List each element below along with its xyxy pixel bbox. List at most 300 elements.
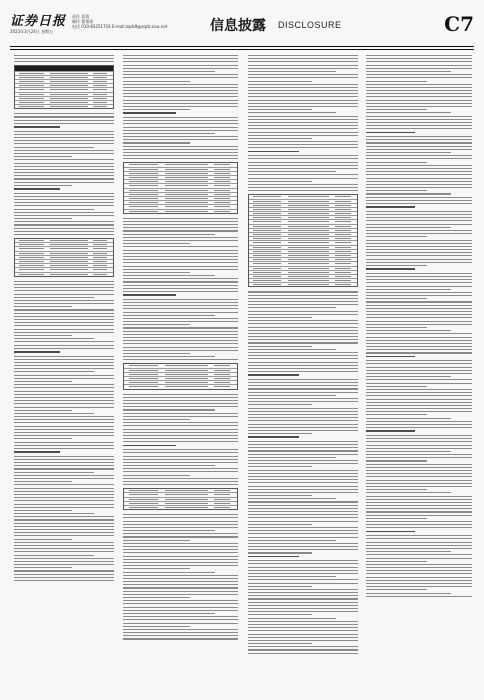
text-line [248,379,358,380]
text-line [366,373,472,374]
text-line [14,228,114,229]
text-line [366,346,472,347]
text-line [123,422,238,423]
text-line [248,630,358,631]
text-line [248,602,358,603]
text-line [123,600,238,601]
text-line [248,58,358,59]
text-line [14,332,114,333]
text-line [14,526,114,527]
text-line [366,181,472,182]
text-line [366,128,472,129]
text-line [248,543,358,544]
text-line [248,595,358,596]
text-line [248,398,358,399]
text-line [366,197,472,198]
text-line [14,371,94,372]
text-line [14,368,114,369]
text-line [248,339,358,340]
text-line [123,425,238,426]
text-line [366,252,472,253]
text-line [14,309,114,310]
text-line [248,598,358,599]
text-line [248,336,358,337]
text-line [366,441,472,442]
text-line [14,432,114,433]
data-table [248,194,358,287]
text-line [366,460,427,461]
text-line [366,363,472,364]
text-line [248,162,358,163]
text-line [14,306,72,307]
text-line [14,497,114,498]
text-line [123,449,238,450]
text-line [123,240,238,241]
text-line [248,586,312,587]
text-line [366,243,472,244]
text-line [14,231,114,232]
text-line [248,168,358,169]
text-line [366,276,472,277]
text-line [248,71,336,72]
text-line [123,103,238,104]
text-line [366,311,472,312]
text-line [248,573,358,574]
text-line [123,158,238,159]
text-line [123,347,238,348]
text-line [248,441,358,442]
text-line [123,578,238,579]
data-table [123,162,238,213]
text-line [14,419,114,420]
text-line [123,152,238,153]
text-line [366,171,472,172]
text-line [14,435,114,436]
text-line [14,153,114,154]
text-line [248,637,358,638]
text-line [366,142,472,143]
text-line [123,438,238,439]
text-line [248,444,358,445]
text-line [366,593,451,594]
text-line [123,230,238,231]
text-line [366,317,472,318]
text-line [123,74,238,75]
text-line [248,447,358,448]
text-line [123,632,238,633]
text-line [248,181,312,182]
text-line [123,406,238,407]
text-line [248,511,358,512]
text-line [123,331,238,332]
text-line [123,81,190,82]
text-line [123,109,190,110]
text-line [366,480,472,481]
text-line [366,93,472,94]
text-line [123,629,238,630]
text-line [366,476,472,477]
text-line [123,484,238,485]
text-line [123,603,238,604]
text-line [14,212,114,213]
text-line [366,399,472,400]
text-line [14,472,94,473]
text-line [366,515,472,516]
text-line [366,330,451,331]
text-line [366,190,427,191]
text-line [248,508,358,509]
text-line [366,106,472,107]
text-line [123,462,238,463]
text-line [366,518,427,519]
text-line [123,340,238,341]
text-line [366,564,472,565]
text-line [123,312,238,313]
text-line [14,143,114,144]
text-line [366,524,472,525]
text-line [123,318,238,319]
text-line [123,269,238,270]
text-line [366,577,472,578]
text-line [14,580,114,581]
text-line [366,392,472,393]
data-table [123,363,238,389]
text-line [248,298,358,299]
editor-role: 制作 曹秉琛 [72,19,94,24]
text-line [366,492,451,493]
text-line [248,125,358,126]
text-line [248,122,358,123]
text-line [123,77,238,78]
text-line [123,275,215,276]
text-line [123,587,238,588]
text-line [248,466,312,467]
text-line [14,462,114,463]
text-line [123,272,190,273]
text-line [123,136,238,137]
text-line [123,146,238,147]
text-line [14,378,114,379]
text-line [14,338,94,339]
text-line [123,142,190,143]
text-line [248,570,358,571]
text-line [123,432,238,433]
text-line [14,481,72,482]
subheading-line [366,531,415,533]
text-line [366,324,472,325]
text-line [123,527,238,528]
text-line [248,93,358,94]
text-line [248,128,358,129]
text-line [123,403,238,404]
text-line [123,356,215,357]
text-line [14,116,114,117]
text-line [366,467,472,468]
text-line [14,175,114,176]
text-line [14,403,114,404]
text-line [123,638,238,639]
text-line [366,305,472,306]
text-line [123,218,238,219]
text-line [14,137,114,138]
text-line [123,635,238,636]
text-line [123,324,190,325]
text-line [123,243,190,244]
text-line [366,136,472,137]
text-line [366,282,472,283]
text-line [123,343,238,344]
text-line [366,454,472,455]
text-line [248,135,358,136]
text-line [14,478,114,479]
section-title: 信息披露 [210,18,266,34]
text-line [248,546,358,547]
text-line [123,572,215,573]
editor-name: 责任 姜倩 [72,14,90,19]
text-line [248,362,358,363]
text-line [366,435,472,436]
text-line [14,281,114,282]
subheading-line [366,206,415,208]
text-line [366,551,451,552]
text-line [366,240,472,241]
text-line [123,540,190,541]
subheading-line [248,374,299,376]
text-line [248,112,336,113]
text-line [248,592,358,593]
text-line [123,227,238,228]
text-line [123,530,215,531]
text-line [366,81,427,82]
text-line [14,150,114,151]
text-line [123,288,238,289]
text-line [248,463,358,464]
text-line [14,577,114,578]
text-line [123,359,238,360]
text-line [248,627,358,628]
text-line [14,488,114,489]
text-line [248,106,358,107]
text-line [248,304,358,305]
text-line [14,156,72,157]
text-line [123,556,238,557]
text-line [248,476,358,477]
text-line [14,413,94,414]
text-line [123,337,238,338]
masthead-rule-thin [10,49,474,50]
text-line [14,300,114,301]
text-line [123,619,238,620]
text-line [123,584,238,585]
text-line [248,404,312,405]
text-line [366,55,472,56]
text-line [123,568,190,569]
text-line [14,564,114,565]
text-line [14,545,114,546]
text-line [123,591,238,592]
text-line [14,362,114,363]
text-line [366,103,472,104]
text-line [123,517,238,518]
text-line [248,68,358,69]
text-line [14,381,72,382]
text-line [248,311,358,312]
text-line [248,100,358,101]
text-line [366,227,451,228]
text-line [248,563,358,564]
text-line [248,489,358,490]
text-line [248,365,358,366]
text-line [248,132,358,133]
text-line [248,158,358,159]
text-line [123,616,238,617]
text-line [366,333,472,334]
text-line [366,505,472,506]
text-line [248,614,312,615]
text-line [366,259,472,260]
text-line [366,421,472,422]
text-line [123,409,215,410]
text-line [248,524,312,525]
text-line [14,516,114,517]
text-line [123,237,238,238]
text-line [123,562,238,563]
text-line [366,90,472,91]
column-1 [14,55,114,690]
text-line [248,505,358,506]
text-line [123,565,238,566]
text-line [14,384,114,385]
text-line [366,220,472,221]
text-line [366,451,451,452]
text-line [123,478,238,479]
text-line [14,218,72,219]
text-line [366,542,472,543]
text-line [366,273,472,274]
text-line [248,479,358,480]
text-line [14,500,114,501]
text-line [366,545,472,546]
text-line [366,314,472,315]
text-line [366,87,472,88]
text-line [248,90,358,91]
text-line [366,527,472,528]
text-line [14,448,114,449]
text-line [14,147,94,148]
text-line [14,209,94,210]
text-line [248,583,358,584]
editor-credits [72,14,167,29]
text-line [248,155,358,156]
text-line [366,337,472,338]
text-line [14,199,114,200]
text-line [14,422,114,423]
text-line [14,445,114,446]
text-line [123,465,215,466]
text-line [366,203,472,204]
text-line [123,259,238,260]
text-line [14,322,114,323]
text-line [123,613,215,614]
text-line [14,159,114,160]
text-line [248,514,358,515]
text-line [14,459,114,460]
text-line [248,368,358,369]
text-line [248,424,358,425]
text-line [248,618,336,619]
text-line [123,597,190,598]
text-line [248,346,312,347]
text-line [248,320,358,321]
text-line [14,519,114,520]
text-line [14,407,114,408]
text-line [123,626,190,627]
text-line [248,533,358,534]
text-line [248,317,312,318]
text-line [248,147,358,148]
text-line [248,621,358,622]
text-line [14,205,114,206]
issue-date: 2023年3月24日 星期五 [10,29,54,34]
text-line [366,535,472,536]
text-line [123,559,238,560]
text-line [123,253,238,254]
text-line [123,607,238,608]
text-line [366,112,451,113]
text-line [366,68,472,69]
text-line [366,77,472,78]
text-line [366,125,472,126]
text-line [123,397,238,398]
text-line [14,513,94,514]
text-line [248,342,358,343]
text-line [14,284,114,285]
text-line [248,414,358,415]
text-line [14,316,114,317]
text-line [123,419,190,420]
text-line [366,162,427,163]
text-line [14,535,114,536]
text-line [123,221,238,222]
text-line [248,560,358,561]
subheading-line [14,188,60,190]
text-line [248,61,358,62]
text-line [366,96,472,97]
text-line [123,468,238,469]
text-line [248,401,358,402]
text-line [14,410,72,411]
text-line [366,301,472,302]
text-line [14,523,114,524]
table-row [124,506,237,509]
text-line [366,308,472,309]
text-line [123,117,238,118]
text-line [14,494,114,495]
text-line [14,375,114,376]
text-line [366,573,472,574]
text-line [248,521,358,522]
text-line [248,138,312,139]
text-line [248,605,358,606]
text-line [14,475,114,476]
text-line [366,370,472,371]
subheading-line [14,126,60,128]
text-line [366,445,472,446]
text-line [14,113,114,114]
text-line [248,640,358,641]
text-line [14,551,114,552]
text-line [248,457,336,458]
